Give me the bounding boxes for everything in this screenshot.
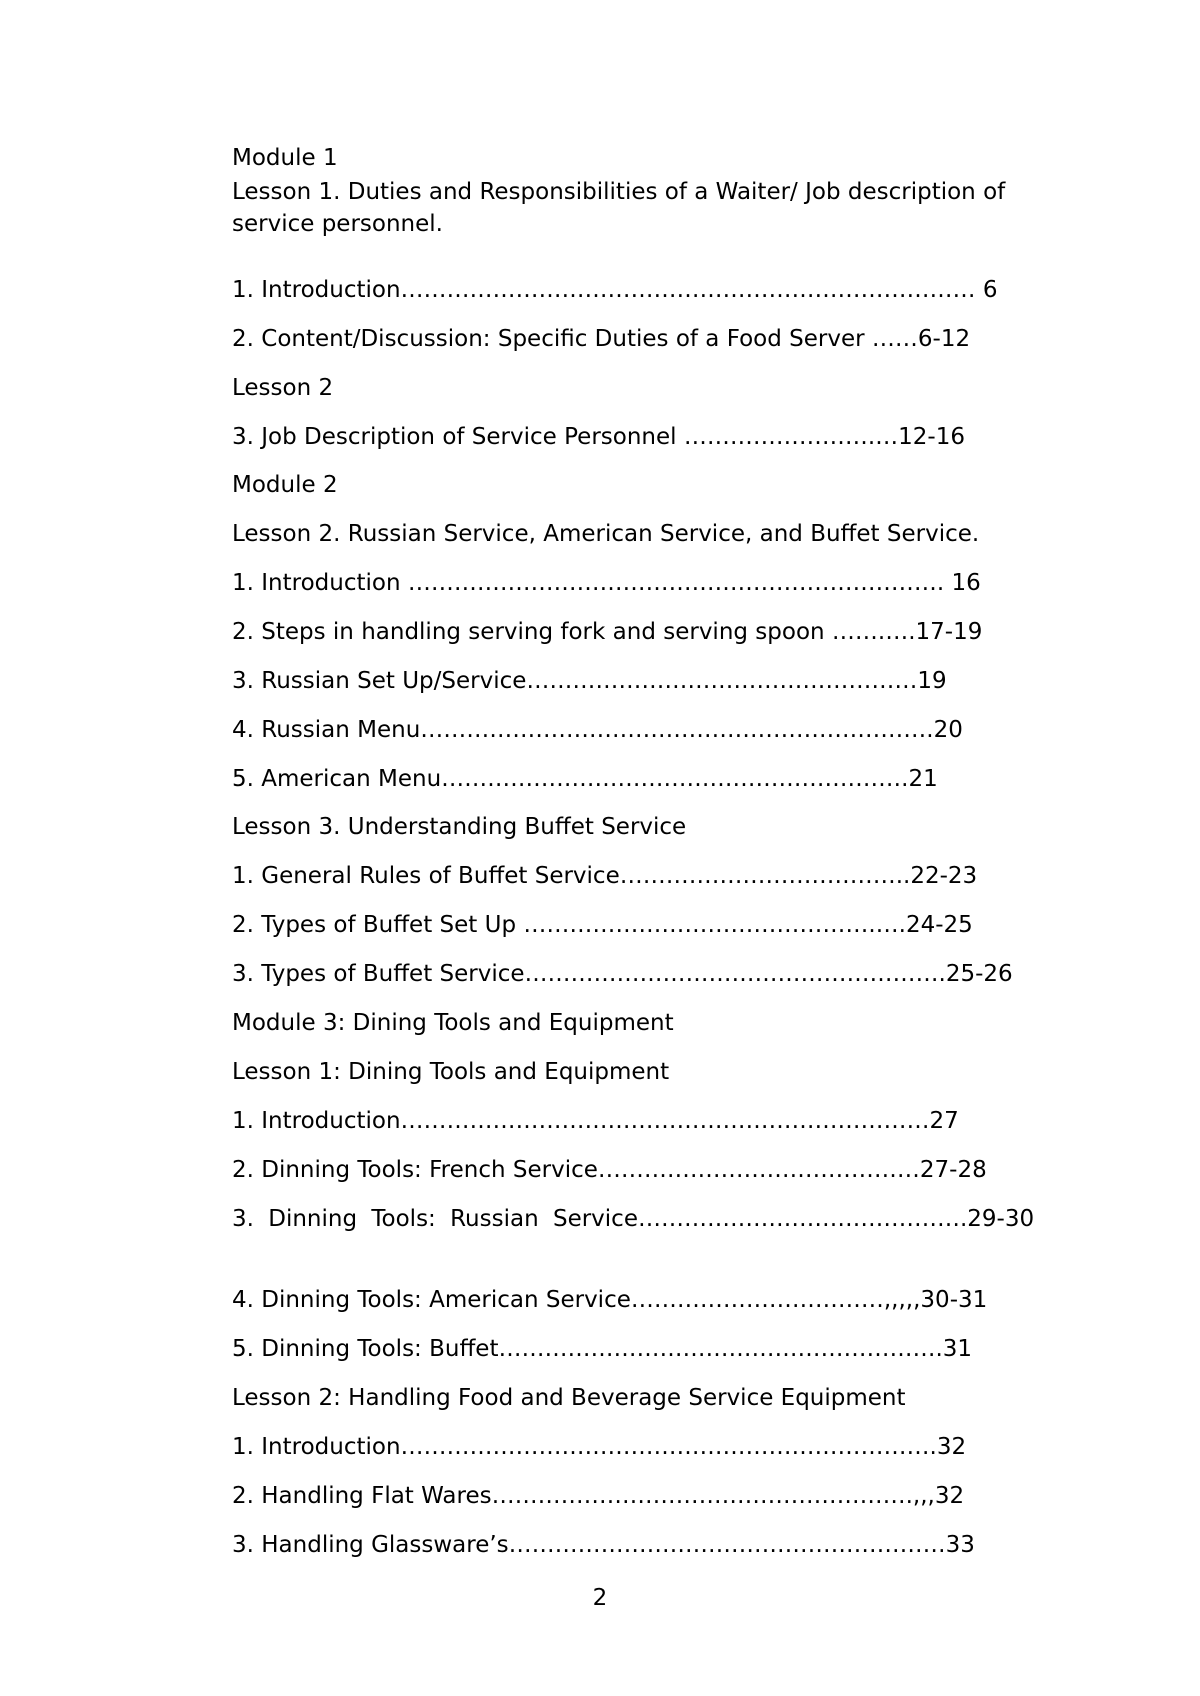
module-3-heading: Module 3: Dining Tools and Equipment xyxy=(232,1010,674,1036)
page-number: 2 xyxy=(592,1585,608,1611)
toc-entry: 1. Introduction………………………………………………………………… 6 xyxy=(232,277,998,303)
lesson-2-title: Lesson 2: Handling Food and Beverage Service Equipment xyxy=(232,1385,906,1411)
module-1-heading: Module 1 xyxy=(232,145,338,171)
lesson-2-title: Lesson 2. Russian Service, American Service, and Buffet Service. xyxy=(232,521,980,547)
toc-entry: 5. American Menu…………………………………………………….21 xyxy=(232,766,938,792)
toc-entry: 2. Handling Flat Wares……………………………………………….,,,32 xyxy=(232,1483,965,1509)
toc-entry: 4. Dinning Tools: American Service……………………………,,,,,30-31 xyxy=(232,1287,988,1313)
lesson-1-title: Lesson 1: Dining Tools and Equipment xyxy=(232,1059,670,1085)
toc-entry: 5. Dinning Tools: Buffet………………………………………………….31 xyxy=(232,1336,973,1362)
lesson-1-title: Lesson 1. Duties and Responsibilities of a Waiter/ Job description of service personnel. xyxy=(232,179,1006,237)
lesson-2-heading: Lesson 2 xyxy=(232,375,334,401)
toc-entry: 1. Introduction…………………………………………………………….32 xyxy=(232,1434,967,1460)
toc-entry: 4. Russian Menu………………………………………………………….20 xyxy=(232,717,963,743)
toc-entry: 2. Content/Discussion: Specific Duties of a Food Server ……6-12 xyxy=(232,326,971,352)
toc-entry: 2. Types of Buffet Set Up ……………………………………….….24-25 xyxy=(232,912,973,938)
toc-entry: 2. Steps in handling serving fork and serving spoon …….….17-19 xyxy=(232,619,983,645)
lesson-3-title: Lesson 3. Understanding Buffet Service xyxy=(232,814,687,840)
toc-entry: 1. Introduction……………………………………………………………27 xyxy=(232,1108,959,1134)
toc-entry: 2. Dinning Tools: French Service……………………………………27-28 xyxy=(232,1157,987,1183)
toc-entry: 1. General Rules of Buffet Service………………………………..22-23 xyxy=(232,863,978,889)
toc-entry: 1. Introduction ……………………………………………………………. 16 xyxy=(232,570,981,596)
toc-entry: 3. Russian Set Up/Service……………………………………………19 xyxy=(232,668,947,694)
toc-entry: 3. Job Description of Service Personnel …………………….…12-16 xyxy=(232,424,965,450)
module-2-heading: Module 2 xyxy=(232,472,338,498)
toc-entry: 3. Types of Buffet Service……………………………………………….25-26 xyxy=(232,961,1013,987)
toc-entry: 3. Handling Glassware’s…………………………………………………33 xyxy=(232,1532,975,1558)
toc-entry: 3. Dinning Tools: Russian Service…………………………………….29-30 xyxy=(232,1206,1035,1232)
